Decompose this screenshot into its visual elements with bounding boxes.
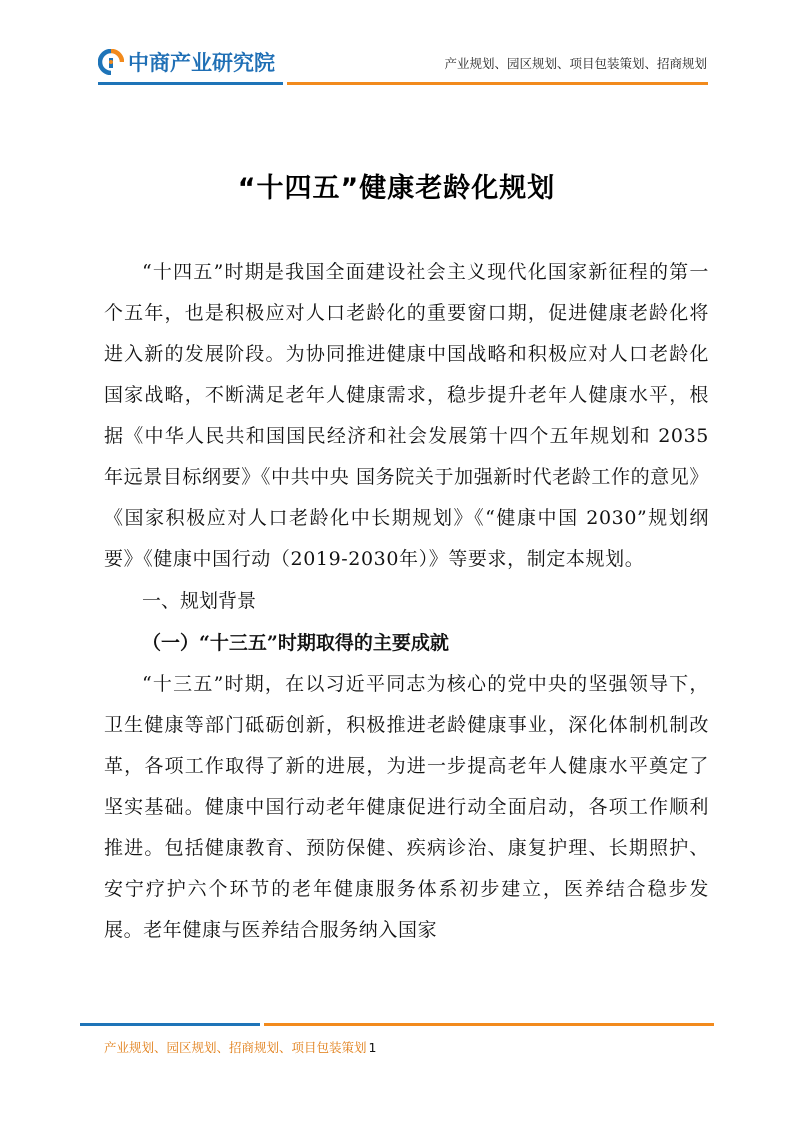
subsection-heading: （一）“十三五”时期取得的主要成就 [142,632,449,654]
footer-text: 产业规划、园区规划、招商规划、项目包装策划 [104,1040,367,1055]
intro-paragraph: “十四五”时期是我国全面建设社会主义现代化国家新征程的第一个五年，也是积极应对人口老龄化的重要窗口期，促进健康老龄化将进入新的发展阶段。为协同推进健康中国战略和积极应对人口老龄化国家战略，不断满足老年人健康需求，稳步提升老年人健康水平，根据《中华人民共和国国民经济和社会发展第十四个五年规划和 2035 年远景目标纲要》《中共中央 国务院关于加强新时代老龄工作的意见》《国家积极应对人口老龄化中长期规划》《“健康中国 2030”规划纲要》《健康中国行动（2019-2030年）》等要求，制定本规划。 [104,261,709,570]
header-tagline: 产业规划、园区规划、项目包装策划、招商规划 [444,56,707,71]
page-footer [104,1038,376,1056]
logo-mark-icon [98,49,124,75]
footer-rule-orange [264,1023,714,1026]
header-rule-orange [287,82,708,85]
page-number: 1 [368,1040,377,1055]
document-title: “十四五”健康老龄化规划 [237,173,556,205]
page-header [0,0,793,100]
company-logo [98,47,275,77]
logo-text: 中商产业研究院 [128,51,275,75]
subsection-paragraph: “十三五”时期，在以习近平同志为核心的党中央的坚强领导下，卫生健康等部门砥砺创新，积极推进老龄健康事业，深化体制机制改革，各项工作取得了新的进展，为进一步提高老年人健康水平奠定了坚实基础。健康中国行动老年健康促进行动全面启动，各项工作顺利推进。包括健康教育、预防保健、疾病诊治、康复护理、长期照护、安宁疗护六个环节的老年健康服务体系初步建立，医养结合稳步发展。老年健康与医养结合服务纳入国家 [104,673,709,941]
section-heading: 一、规划背景 [142,590,257,612]
header-rule-blue [98,82,283,85]
footer-rule-blue [80,1023,260,1026]
document-body [104,252,709,951]
